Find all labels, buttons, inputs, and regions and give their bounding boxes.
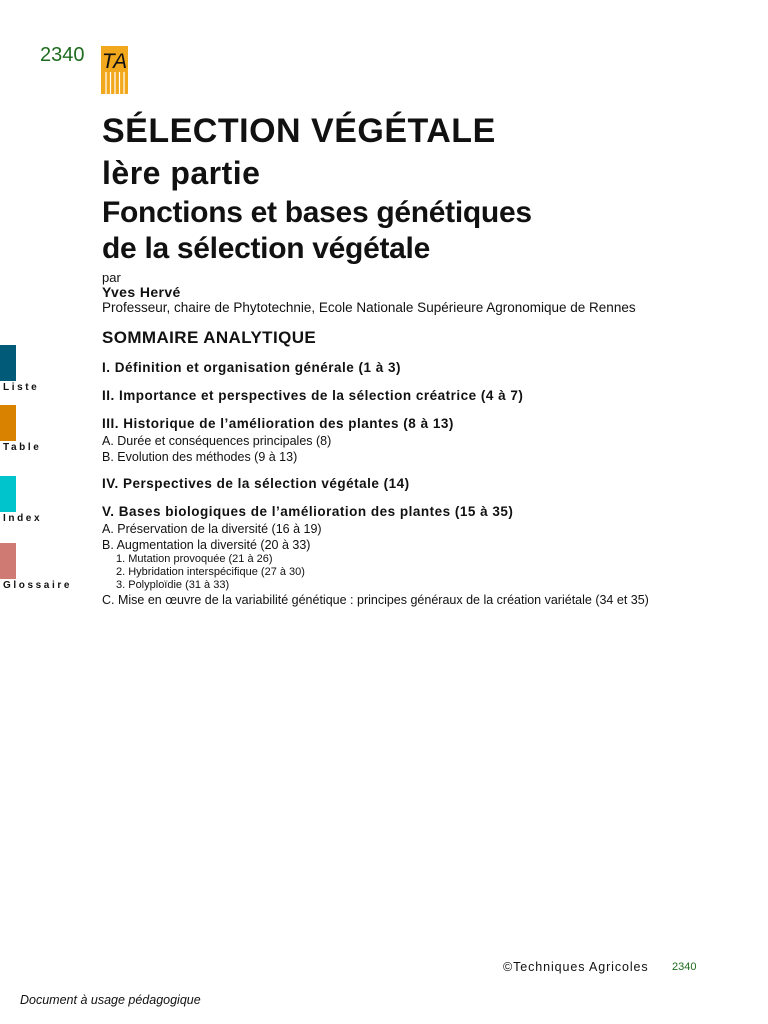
- toc-subsection[interactable]: A. Durée et conséquences principales (8): [102, 434, 332, 448]
- nav-tab-glossaire[interactable]: [0, 543, 72, 591]
- footer-document-number: 2340: [672, 961, 697, 973]
- toc-section-4[interactable]: IV. Perspectives de la sélection végétale (14): [102, 476, 410, 491]
- author-affiliation: Professeur, chaire de Phytotechnie, Ecole Nationale Supérieure Agronomique de Rennes: [102, 300, 636, 315]
- nav-tab-table[interactable]: [0, 405, 68, 453]
- nav-tab-index-label: Index: [3, 513, 43, 524]
- by-label: par: [102, 270, 121, 285]
- toc-subsection[interactable]: C. Mise en œuvre de la variabilité génétique : principes généraux de la création variétale (34 et 35): [102, 593, 649, 607]
- nav-tab-table-label: Table: [3, 442, 42, 453]
- author-name: Yves Hervé: [102, 284, 181, 300]
- nav-tab-liste-swatch: [0, 345, 16, 381]
- toc-item[interactable]: 2. Hybridation interspécifique (27 à 30): [116, 566, 305, 578]
- nav-tab-liste-label: Liste: [3, 382, 40, 393]
- toc-item[interactable]: 1. Mutation provoquée (21 à 26): [116, 553, 273, 565]
- toc-subsection[interactable]: B. Evolution des méthodes (9 à 13): [102, 450, 298, 464]
- copyright-notice: ©Techniques Agricoles: [503, 960, 649, 974]
- table-of-contents: [102, 356, 742, 608]
- toc-subsection[interactable]: A. Préservation de la diversité (16 à 19): [102, 522, 322, 536]
- techniques-agricoles-logo: [100, 46, 130, 94]
- logo-text: TA: [101, 50, 128, 73]
- title-line-2: lère partie: [102, 155, 261, 191]
- summary-heading: SOMMAIRE ANALYTIQUE: [102, 328, 317, 347]
- document-number: 2340: [40, 44, 85, 66]
- nav-tab-table-swatch: [0, 405, 16, 441]
- nav-tab-index[interactable]: [0, 476, 68, 524]
- title-line-1: SÉLECTION VÉGÉTALE: [102, 112, 496, 150]
- nav-tab-glossaire-swatch: [0, 543, 16, 579]
- nav-tab-index-swatch: [0, 476, 16, 512]
- nav-tab-glossaire-label: Glossaire: [3, 580, 72, 591]
- toc-section-5[interactable]: V. Bases biologiques de l’amélioration des plantes (15 à 35): [102, 504, 514, 519]
- toc-subsection[interactable]: B. Augmentation la diversité (20 à 33): [102, 538, 311, 552]
- toc-section-1[interactable]: I. Définition et organisation générale (1 à 3): [102, 360, 402, 375]
- subtitle-line-2: de la sélection végétale: [102, 232, 430, 265]
- subtitle-line-1: Fonctions et bases génétiques: [102, 196, 532, 229]
- toc-item[interactable]: 3. Polyploïdie (31 à 33): [116, 579, 230, 591]
- nav-tab-liste[interactable]: [0, 345, 68, 393]
- toc-section-3[interactable]: III. Historique de l’amélioration des plantes (8 à 13): [102, 416, 454, 431]
- usage-note: Document à usage pédagogique: [20, 993, 201, 1007]
- toc-section-2[interactable]: II. Importance et perspectives de la sélection créatrice (4 à 7): [102, 388, 524, 403]
